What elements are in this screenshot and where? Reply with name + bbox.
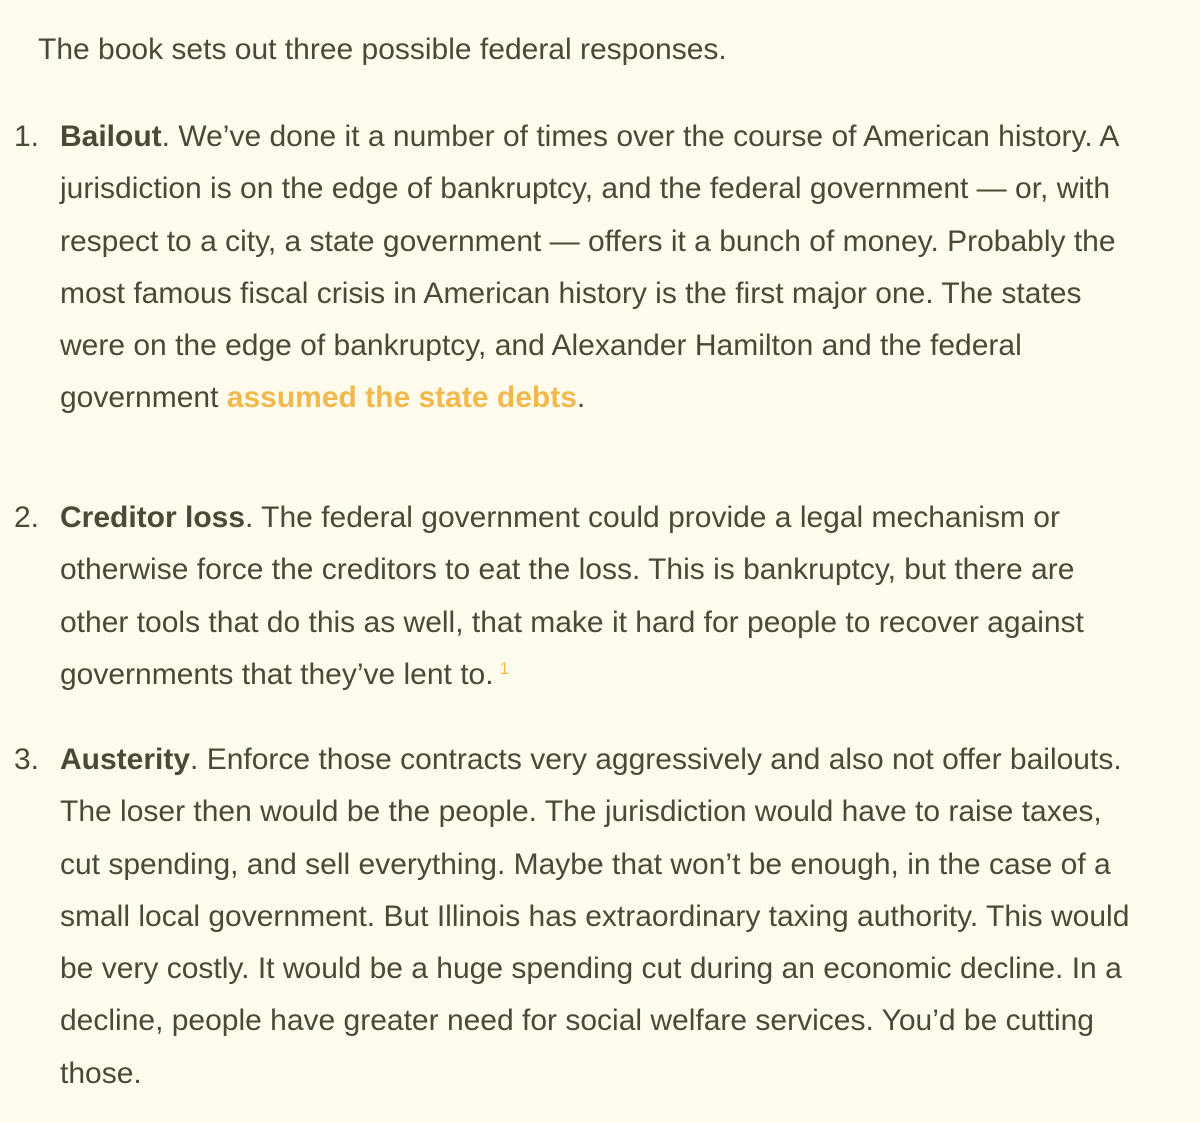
item-text: . The federal government could provide a legal mechanism or otherwise force the creditors to eat the loss. This is bankruptcy, but there are other tools that do this as well, that make it hard for people to recover against governments that they’ve lent to. xyxy=(60,501,1084,691)
list-number: 1. xyxy=(14,120,40,153)
item-text: . We’ve done it a number of times over the course of American history. A jurisdiction is on the edge of bankruptcy, and the federal government — or, with respect to a city, a state government — offers it a bunch of money. Probably the most famous fiscal crisis in American history is the first major one. The states were on the edge of bankruptcy, and Alexander Hamilton and the federal government xyxy=(60,120,1118,415)
list-item-bailout xyxy=(14,111,1140,425)
list-number: 2. xyxy=(14,501,40,534)
list-number: 3. xyxy=(14,743,40,776)
list-item-austerity xyxy=(14,734,1140,1100)
assumed-state-debts-link[interactable]: assumed the state debts xyxy=(226,381,577,415)
item-text-end: . xyxy=(576,381,586,415)
list-item-creditor-loss xyxy=(14,492,1140,701)
article-body xyxy=(38,24,1168,76)
intro-paragraph: The book sets out three possible federal responses. xyxy=(38,33,727,66)
term-creditor-loss: Creditor loss xyxy=(60,501,246,534)
item-text: . Enforce those contracts very aggressively and also not offer bailouts. The loser then would be the people. The jurisdiction would have to raise taxes, cut spending, and sell everything. Maybe that won’t be enough, in the case of a small local government. But Illinois has extraordinary taxing authority. This would be very costly. It would be a huge spending cut during an economic decline. In a decline, people have greater need for social welfare services. You’d be cutting those. xyxy=(60,743,1130,1090)
term-austerity: Austerity xyxy=(60,743,191,776)
term-bailout: Bailout xyxy=(60,120,162,153)
footnote-link[interactable]: 1 xyxy=(499,658,510,678)
